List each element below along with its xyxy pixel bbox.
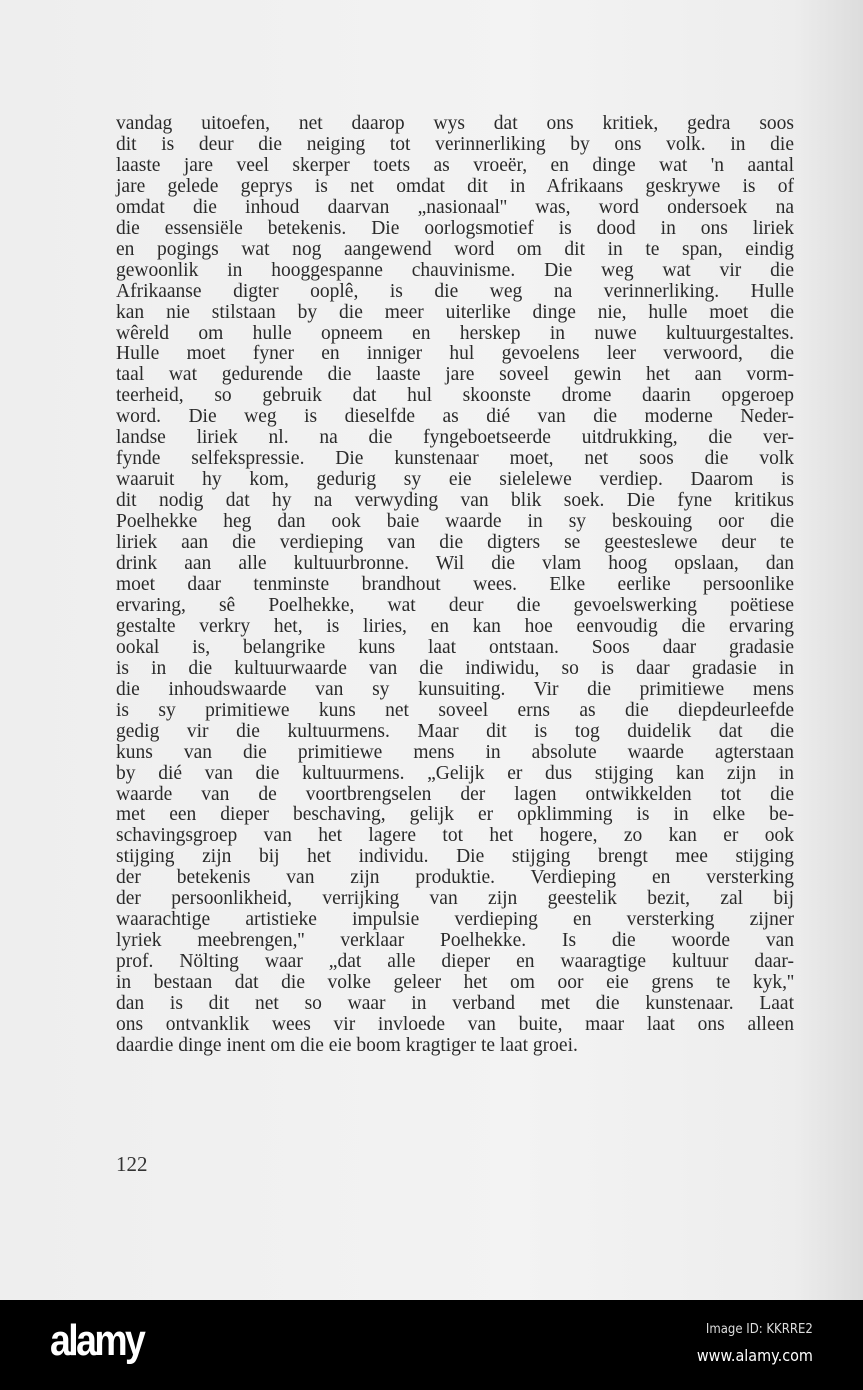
text-line: Poelhekke heg dan ook baie waarde in sy beskouing oor die	[116, 511, 794, 533]
text-line: dan is dit net so waar in verband met die kunstenaar. Laat	[116, 993, 794, 1015]
text-line: ervaring, sê Poelhekke, wat deur die gevoelswerking poëtiese	[116, 594, 794, 616]
watermark-url: www.alamy.com	[696, 1346, 813, 1365]
text-line: daardie dinge inent om die eie boom kragtiger te laat groei.	[116, 1034, 578, 1056]
text-line: liriek aan die verdieping van die digters se geesteslewe deur te	[116, 532, 794, 554]
page-number: 122	[116, 1152, 148, 1176]
text-line: en pogings wat nog aangewend word om dit in te span, eindig	[116, 238, 794, 260]
text-line: ookal is, belangrike kuns laat ontstaan. Soos daar gradasie	[116, 636, 794, 658]
text-line: wêreld om hulle opneem en herskep in nuwe kultuurgestaltes.	[116, 322, 794, 344]
text-line: Afrikaanse digter ooplê, is die weg na verinnerliking. Hulle	[116, 280, 794, 302]
text-line: moet daar tenminste brandhout wees. Elke eerlike persoonlike	[116, 573, 794, 595]
text-line: by dié van die kultuurmens. „Gelijk er dus stijging kan zijn in	[116, 762, 794, 784]
text-line: is sy primitiewe kuns net soveel erns as die diepdeurleefde	[116, 699, 794, 721]
text-line: prof. Nölting waar „dat alle dieper en waaragtige kultuur daar-	[116, 951, 794, 973]
text-line: jare gelede geprys is net omdat dit in Afrikaans geskrywe is of	[116, 175, 794, 197]
text-line: in bestaan dat die volke geleer het om oor eie grens te kyk,''	[116, 972, 794, 994]
text-line: waaruit hy kom, gedurig sy eie sielelewe verdiep. Daarom is	[116, 469, 794, 491]
text-line: word. Die weg is dieselfde as dié van die moderne Neder-	[116, 406, 794, 428]
text-line: laaste jare veel skerper toets as vroeër, en dinge wat 'n aantal	[116, 154, 794, 176]
text-line: drink aan alle kultuurbronne. Wil die vlam hoog opslaan, dan	[116, 553, 794, 575]
text-line: Hulle moet fyner en inniger hul gevoelens leer verwoord, die	[116, 343, 794, 365]
image-id: Image ID: KKRRE2	[706, 1322, 813, 1337]
text-line: vandag uitoefen, net daarop wys dat ons kritiek, gedra soos	[116, 113, 794, 134]
text-line: lyriek meebrengen,'' verklaar Poelhekke. Is die woorde van	[116, 930, 794, 952]
text-line: die inhoudswaarde van sy kunsuiting. Vir die primitiewe mens	[116, 678, 794, 700]
body-text	[116, 114, 794, 1057]
text-line: waarachtige artistieke impulsie verdieping en versterking zijner	[116, 909, 794, 931]
text-line: gewoonlik in hooggespanne chauvinisme. Die weg wat vir die	[116, 259, 794, 281]
text-line: fynde selfekspressie. Die kunstenaar moet, net soos die volk	[116, 448, 794, 470]
alamy-logo: alamy	[50, 1316, 144, 1365]
text-line: dit nodig dat hy na verwyding van blik soek. Die fyne kritikus	[116, 490, 794, 512]
text-line: met een dieper beschaving, gelijk er opklimming is in elke be-	[116, 804, 794, 826]
text-line: landse liriek nl. na die fyngeboetseerde uitdrukking, die ver-	[116, 427, 794, 449]
text-line: der persoonlikheid, verrijking van zijn geestelik bezit, zal bij	[116, 888, 794, 910]
text-line: ons ontvanklik wees vir invloede van buite, maar laat ons alleen	[116, 1013, 794, 1035]
text-line: kan nie stilstaan by die meer uiterlike dinge nie, hulle moet die	[116, 301, 794, 323]
text-line: waarde van de voortbrengselen der lagen ontwikkelden tot die	[116, 783, 794, 805]
text-line: taal wat gedurende die laaste jare soveel gewin het aan vorm-	[116, 364, 794, 386]
text-line: stijging zijn bij het individu. Die stijging brengt mee stijging	[116, 846, 794, 868]
text-line: der betekenis van zijn produktie. Verdieping en versterking	[116, 867, 794, 889]
text-line: gedig vir die kultuurmens. Maar dit is tog duidelik dat die	[116, 720, 794, 742]
text-line: is in die kultuurwaarde van die indiwidu, so is daar gradasie in	[116, 657, 794, 679]
text-line: die essensiële betekenis. Die oorlogsmotief is dood in ons liriek	[116, 217, 794, 239]
text-line: dit is deur die neiging tot verinnerliking by ons volk. in die	[116, 133, 794, 155]
text-line: gestalte verkry het, is liries, en kan hoe eenvoudig die ervaring	[116, 615, 794, 637]
watermark-bar	[0, 1300, 863, 1390]
text-line: schavingsgroep van het lagere tot het hogere, zo kan er ook	[116, 825, 794, 847]
text-line: teerheid, so gebruik dat hul skoonste drome daarin opgeroep	[116, 385, 794, 407]
text-line: omdat die inhoud daarvan „nasionaal'' was, word ondersoek na	[116, 196, 794, 218]
text-line: kuns van die primitiewe mens in absolute waarde agterstaan	[116, 741, 794, 763]
